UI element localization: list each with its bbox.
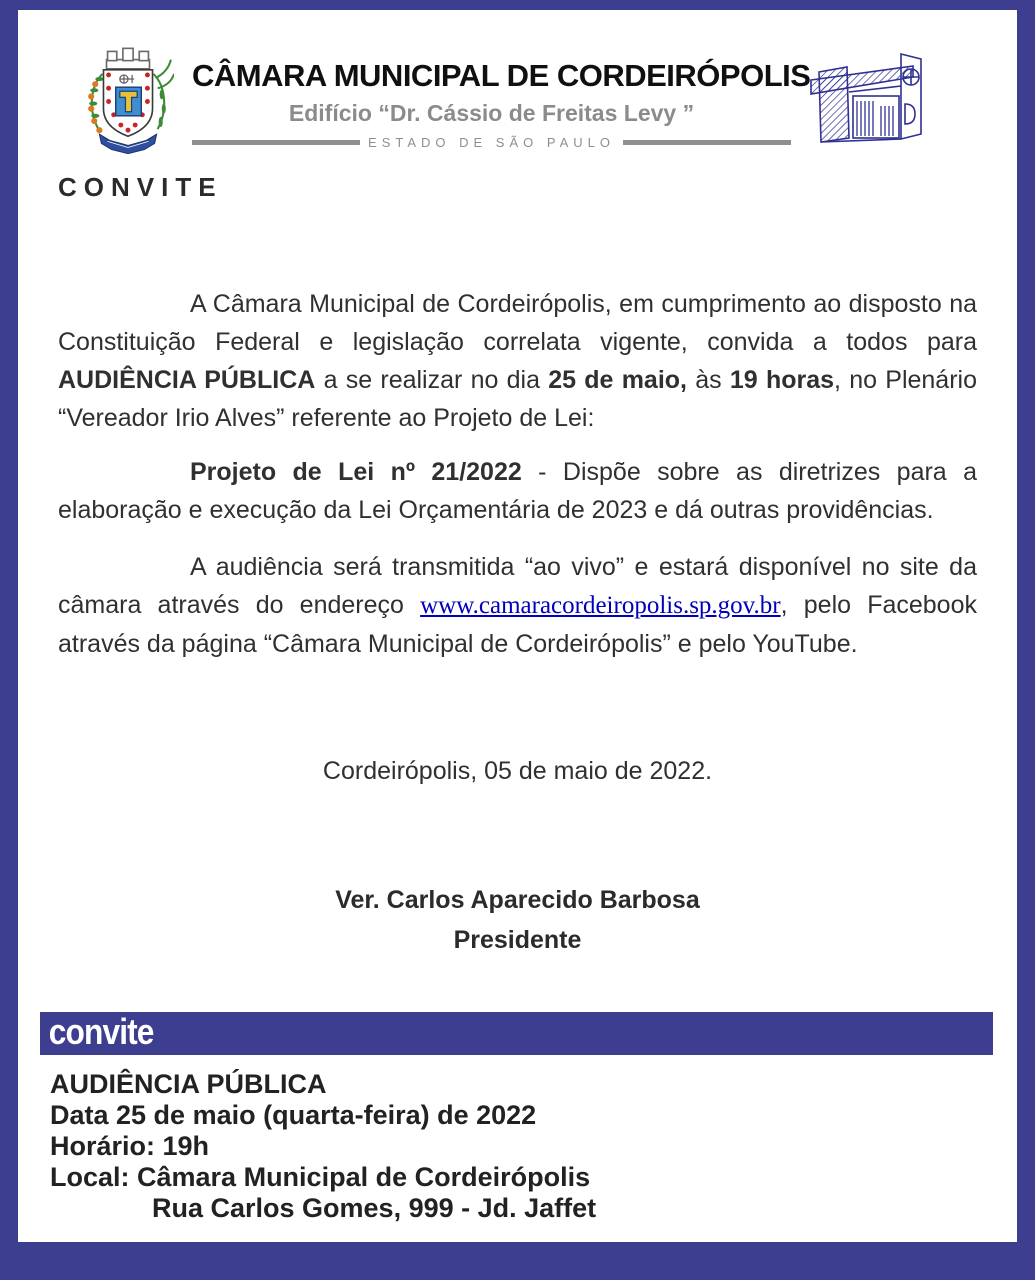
building-name: Edifício “Dr. Cássio de Freitas Levy ” [288, 100, 695, 126]
signature-role: Presidente [453, 926, 582, 954]
event-time: Horário: 19h [50, 1131, 210, 1161]
site-link[interactable]: www.camaracordeiropolis.sp.gov.br [420, 592, 781, 619]
text-segment: às [687, 366, 730, 394]
letterhead-text [174, 46, 809, 150]
text-segment: A Câmara Municipal de Cordeirópolis, em cumprimento ao disposto na Constituição Federal e legislação correlata vigente, convida a todos para [58, 290, 977, 356]
event-place: Local: Câmara Municipal de Cordeirópolis [50, 1162, 591, 1192]
text-segment: 19 horas [729, 366, 835, 394]
invite-heading: CONVITE [58, 172, 223, 202]
text-segment: , no Plenário “Vereador Irio Alves” referente ao Projeto de Lei: [58, 366, 977, 432]
event-title: AUDIÊNCIA PÚBLICA [50, 1069, 327, 1099]
org-title: CÂMARA MUNICIPAL DE CORDEIRÓPOLIS [192, 58, 811, 93]
signature-name: Ver. Carlos Aparecido Barbosa [335, 886, 700, 914]
text-segment: a se realizar no dia [315, 366, 549, 394]
text-segment: , pelo Facebook através da página “Câmara Municipal de Cordeirópolis” e pelo YouTube. [58, 591, 977, 658]
paragraph-transmissao [58, 548, 977, 663]
letterhead [18, 46, 1017, 156]
state-label: ESTADO DE SÃO PAULO [368, 135, 615, 150]
convite-banner [40, 1012, 993, 1055]
paragraph-projeto-lei [58, 453, 977, 529]
signature-block [18, 880, 1017, 960]
text-segment: A audiência será transmitida “ao vivo” e estará disponível no site da câmara através do endereço [58, 553, 977, 619]
divider-rule-right [623, 140, 791, 145]
state-divider [192, 135, 791, 150]
coat-of-arms-icon [82, 46, 174, 156]
building-sketch-icon [809, 46, 929, 156]
event-address: Rua Carlos Gomes, 999 - Jd. Jaffet [152, 1193, 597, 1223]
paragraph-audiencia [58, 285, 977, 437]
event-date: Data 25 de maio (quarta-feira) de 2022 [50, 1100, 537, 1130]
text-segment: - Dispõe sobre as diretrizes para a elaboração e execução da Lei Orçamentária de 2023 e dá outras providências. [58, 458, 977, 524]
date-line: Cordeirópolis, 05 de maio de 2022. [322, 757, 713, 785]
text-segment: AUDIÊNCIA PÚBLICA [58, 366, 316, 394]
text-segment: 25 de maio, [548, 366, 687, 394]
convite-banner-label: convite [48, 1010, 154, 1052]
text-segment: Projeto de Lei nº 21/2022 [190, 458, 522, 486]
divider-rule-left [192, 140, 360, 145]
event-details [50, 1069, 977, 1224]
